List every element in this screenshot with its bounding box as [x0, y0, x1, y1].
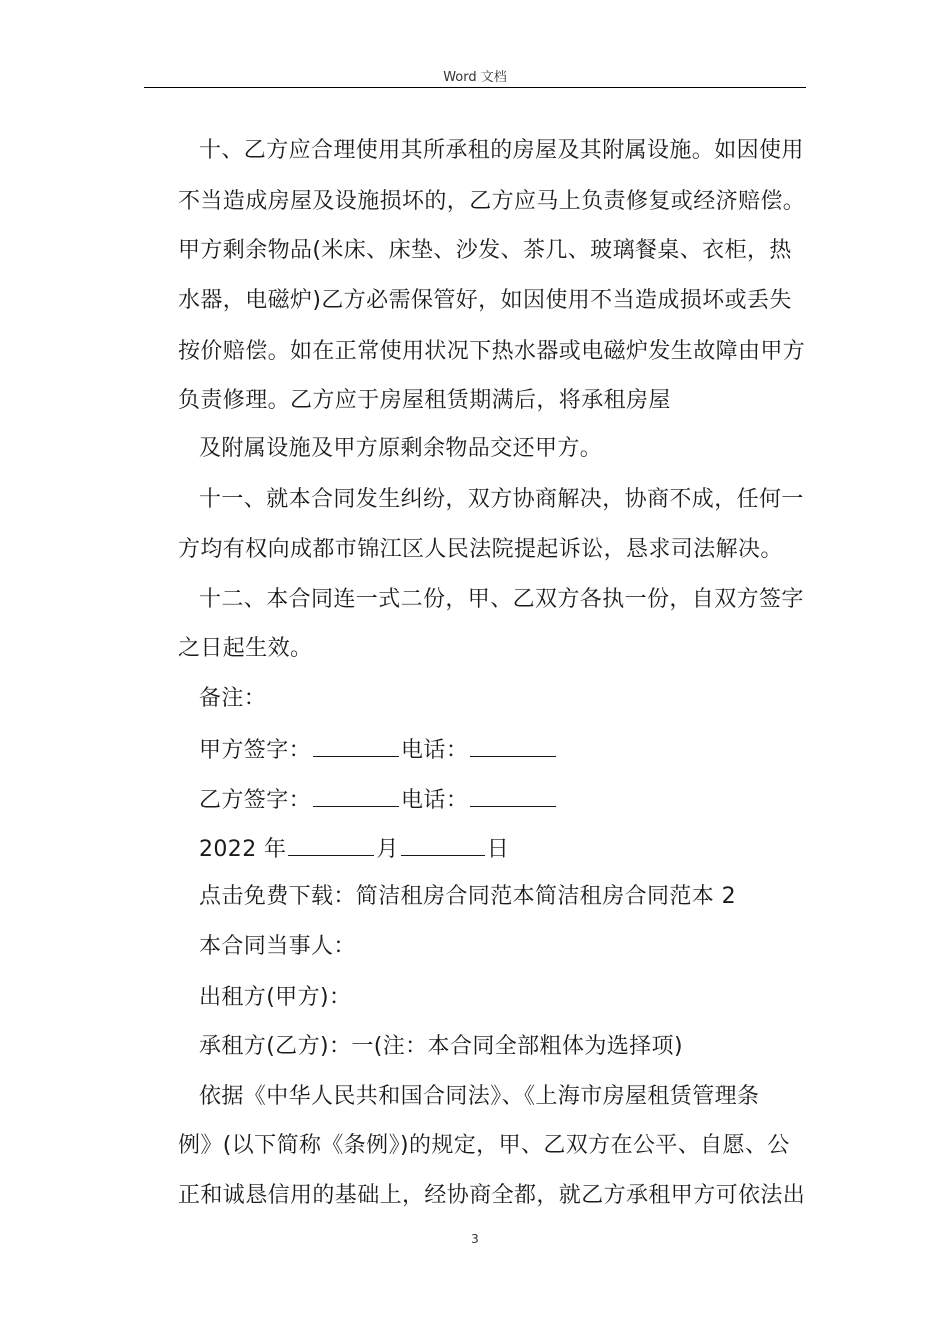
clause-11-line-2: 方均有权向成都市锦江区人民法院提起诉讼，恳求司法解决。 [178, 537, 783, 562]
signature-party-b [199, 784, 558, 816]
lessor-line: 出租方(甲方)： [199, 985, 352, 1010]
clause-10-line-1: 十、乙方应合理使用其所承租的房屋及其附属设施。如因使用 [199, 138, 804, 163]
lessee-line: 承租方(乙方)：一(注：本合同全部粗体为选择项) [199, 1034, 683, 1059]
clause-10-line-4: 水器，电磁炉)乙方必需保管好，如因使用不当造成损坏或丢失 [178, 288, 792, 313]
clause-10-line-7: 及附属设施及甲方原剩余物品交还甲方。 [199, 436, 603, 461]
clause-10-line-2: 不当造成房屋及设施损坏的，乙方应马上负责修复或经济赔偿。 [178, 189, 806, 214]
date-month-label: 月 [376, 837, 399, 862]
signature-a-phone-blank [470, 734, 556, 757]
clause-12-line-2: 之日起生效。 [178, 636, 313, 661]
clause-10-line-6: 负责修理。乙方应于房屋租赁期满后，将承租房屋 [178, 388, 671, 413]
signature-b-label: 乙方签字： [199, 788, 312, 813]
date-line [199, 833, 509, 865]
date-month-blank [401, 833, 485, 856]
date-year-label: 2022 年 [199, 837, 287, 862]
signature-a-blank [313, 734, 399, 757]
basis-line-1: 依据《中华人民共和国合同法》、《上海市房屋租赁管理条 [199, 1084, 760, 1109]
page-header-title: Word 文档 [443, 70, 507, 85]
clause-10-line-5: 按价赔偿。如在正常使用状况下热水器或电磁炉发生故障由甲方 [178, 339, 806, 364]
basis-line-3: 正和诚恳信用的基础上，经协商全都，就乙方承租甲方可依法出 [178, 1183, 806, 1208]
header-divider [144, 87, 806, 88]
remark-label: 备注： [199, 686, 267, 711]
page-number: 3 [471, 1232, 479, 1246]
signature-a-label: 甲方签字： [199, 738, 312, 763]
clause-11-line-1: 十一、就本合同发生纠纷，双方协商解决，协商不成，任何一 [199, 487, 804, 512]
download-line: 点击免费下载：简洁租房合同范本简洁租房合同范本 2 [199, 884, 736, 909]
signature-b-blank [313, 784, 399, 807]
date-year-blank [288, 833, 374, 856]
clause-12-line-1: 十二、本合同连一式二份，甲、乙双方各执一份，自双方签字 [199, 587, 804, 612]
parties-heading: 本合同当事人： [199, 934, 356, 959]
basis-line-2: 例》(以下简称《条例》)的规定，甲、乙双方在公平、自愿、公 [178, 1133, 790, 1158]
clause-10-line-3: 甲方剩余物品(米床、床垫、沙发、茶几、玻璃餐桌、衣柜，热 [178, 238, 792, 263]
signature-party-a [199, 734, 558, 766]
signature-b-phone-label: 电话： [401, 788, 469, 813]
date-day-label: 日 [486, 837, 510, 862]
signature-b-phone-blank [470, 784, 556, 807]
signature-a-phone-label: 电话： [401, 738, 469, 763]
